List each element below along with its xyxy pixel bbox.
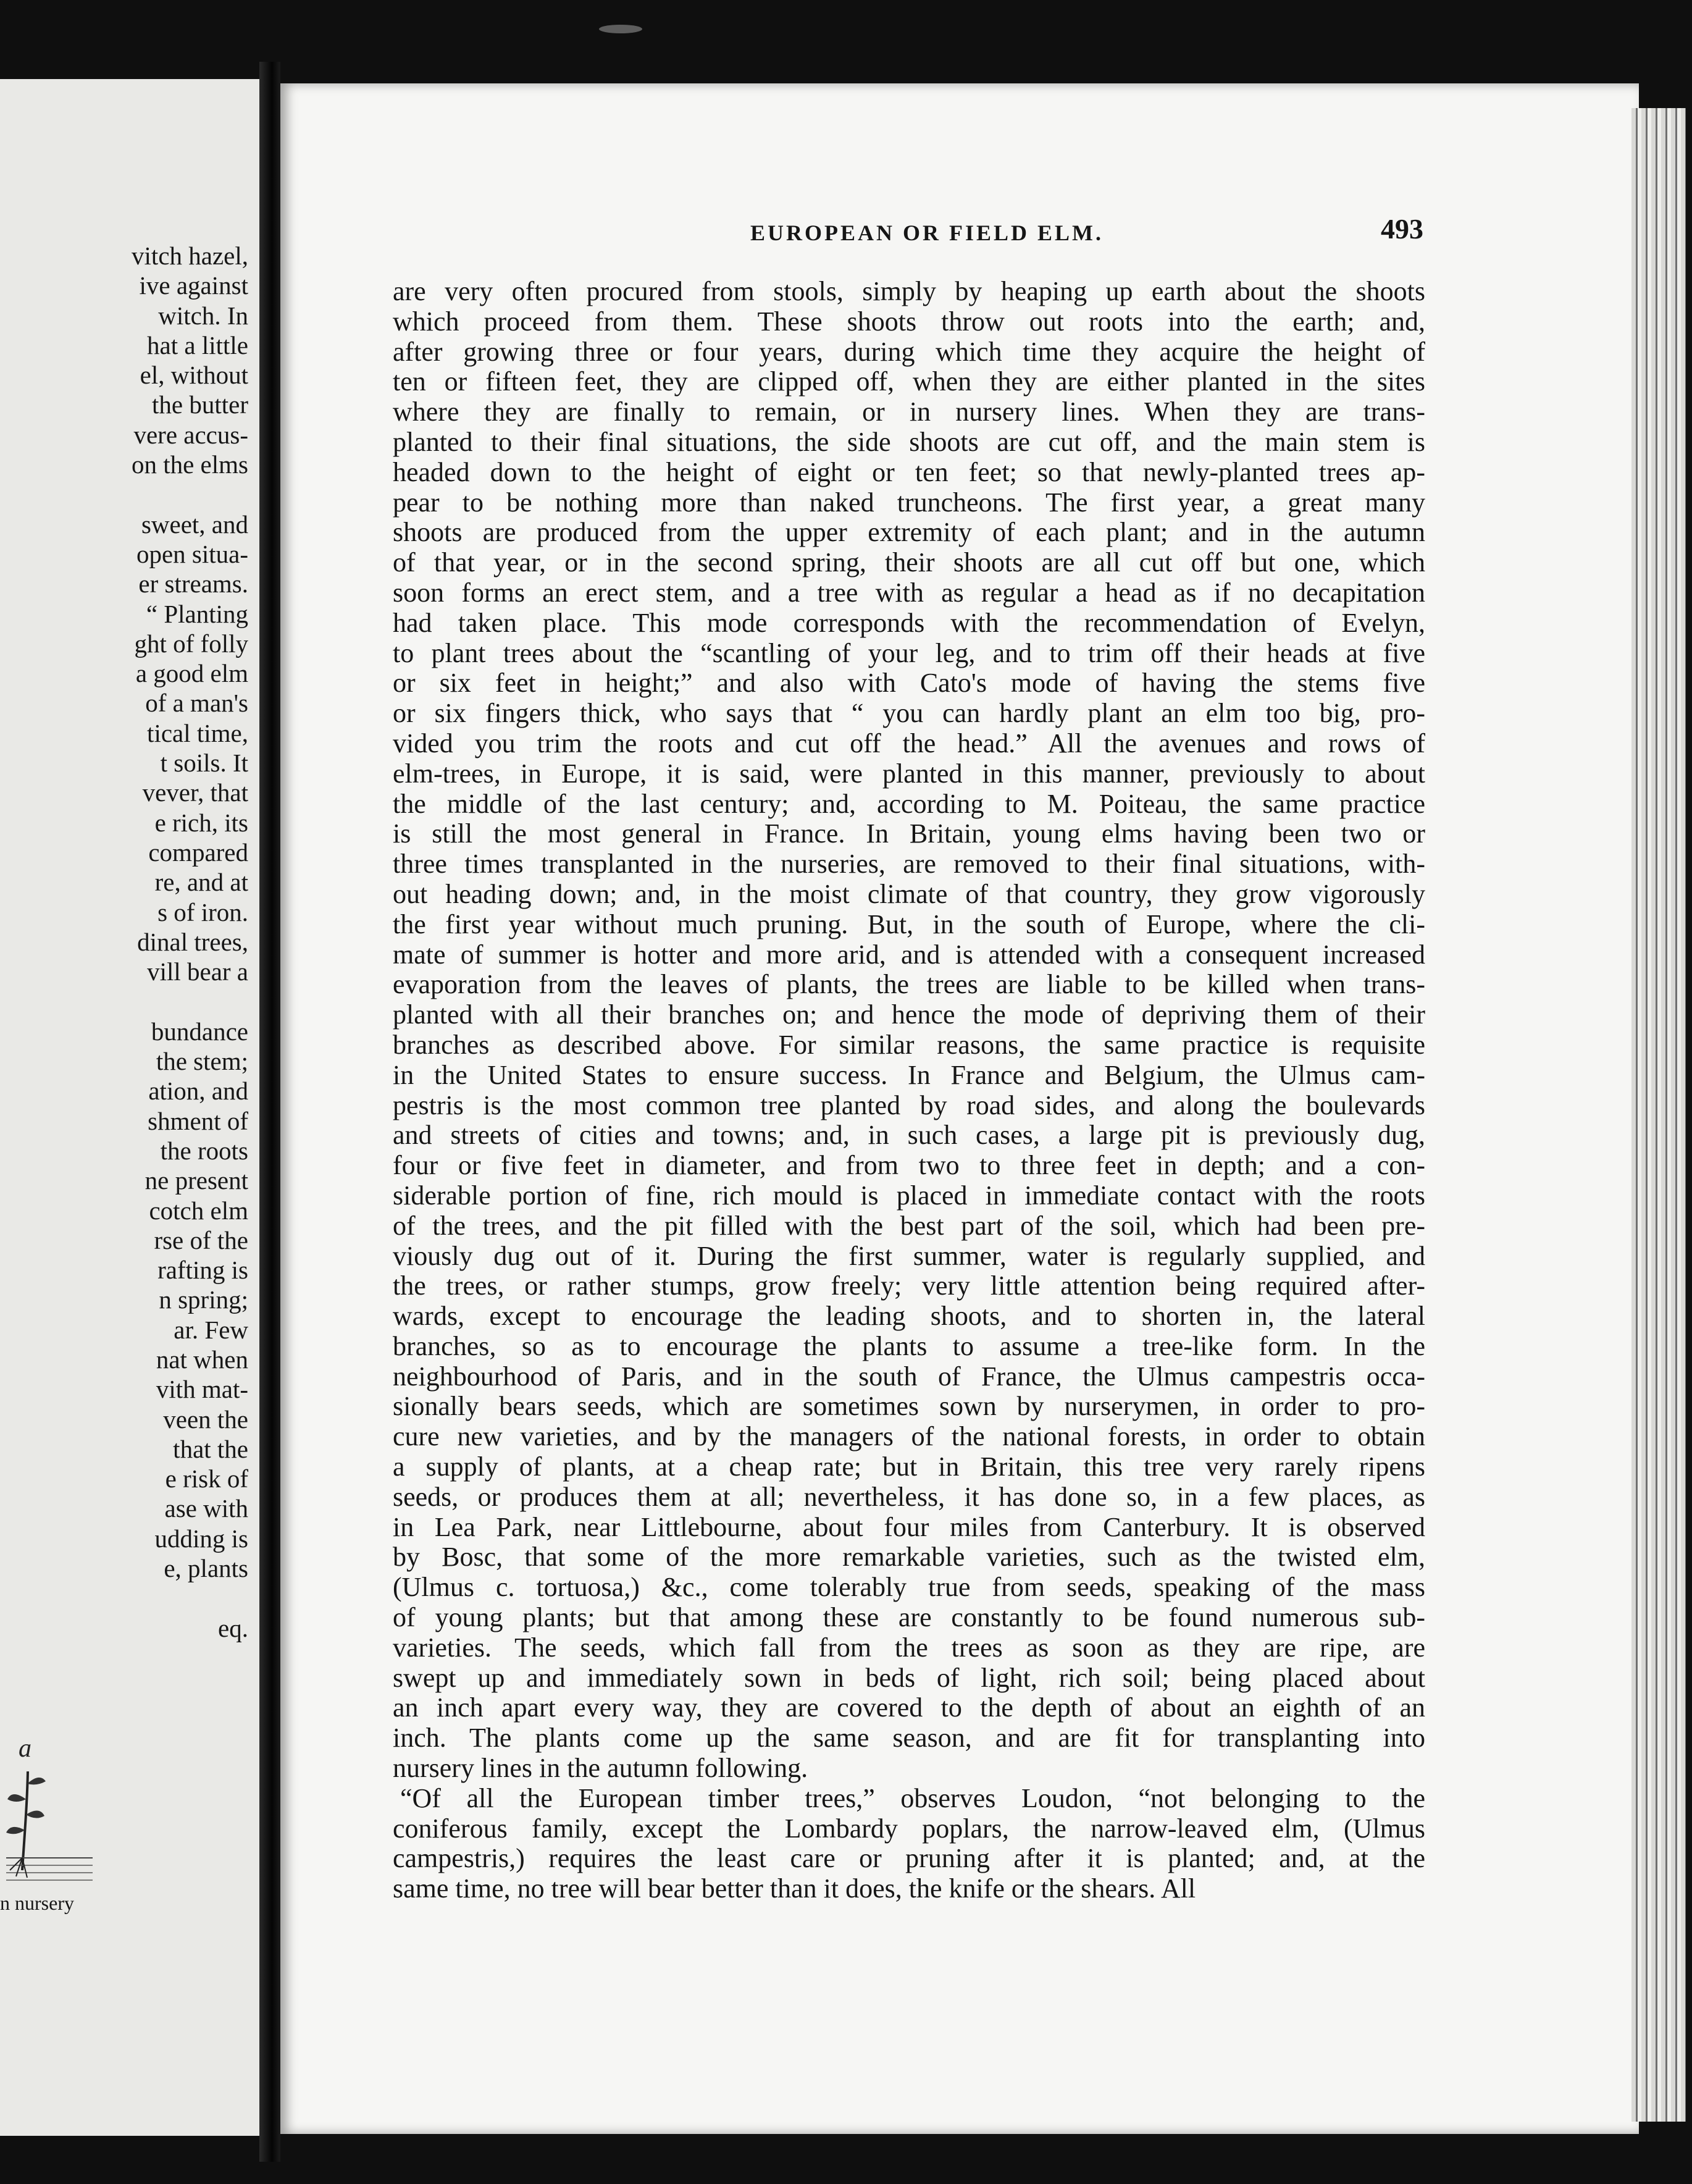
- left-text-line: vith mat-: [156, 1375, 248, 1404]
- left-text-line: bundance: [151, 1017, 248, 1046]
- text-line: planted to their final situations, the side shoots are cut off, and the main stem is: [393, 427, 1425, 457]
- left-text-line: ase with: [164, 1494, 248, 1523]
- text-line: or six fingers thick, who says that “ you can hardly plant an elm too big, pro-: [393, 699, 1425, 729]
- text-line: planted with all their branches on; and hence the mode of depriving them of their: [393, 1000, 1425, 1030]
- text-line: pestris is the most common tree planted by road sides, and along the boulevards: [393, 1090, 1425, 1120]
- text-line: the first year without much pruning. But, in the south of Europe, where the cli-: [393, 909, 1425, 939]
- figure-letter: a: [19, 1734, 31, 1763]
- text-line: the trees, or rather stumps, grow freely; very little attention being required after-: [393, 1271, 1425, 1301]
- text-line: cure new varieties, and by the managers of the national forests, in order to obtain: [393, 1422, 1425, 1452]
- left-text-line: udding is: [154, 1524, 248, 1553]
- page-number: 493: [1381, 213, 1423, 245]
- left-text-line: vitch hazel,: [132, 242, 248, 270]
- text-line: coniferous family, except the Lombardy poplars, the narrow-leaved elm, (Ulmus: [393, 1813, 1425, 1844]
- book-gutter: [259, 62, 280, 2162]
- text-line: is still the most general in France. In Britain, young elms having been two or: [393, 819, 1425, 849]
- left-text-line: s of iron.: [157, 897, 248, 926]
- left-text-line: cotch elm: [149, 1196, 248, 1225]
- left-page: [0, 79, 263, 2136]
- text-line: of that year, or in the second spring, their shoots are all cut off but one, which: [393, 548, 1425, 578]
- left-text-line: re, and at: [154, 868, 248, 897]
- text-line: swept up and immediately sown in beds of light, rich soil; being placed about: [393, 1663, 1425, 1693]
- left-text-line: a good elm: [135, 659, 248, 688]
- left-text-line: ar. Few: [174, 1315, 248, 1344]
- text-line: branches as described above. For similar reasons, the same practice is requisite: [393, 1030, 1425, 1060]
- left-text-line: ne present: [144, 1166, 248, 1195]
- text-line: (Ulmus c. tortuosa,) &c., come tolerably true from seeds, speaking of the mass: [393, 1573, 1425, 1603]
- left-text-line: er streams.: [138, 569, 248, 598]
- left-text-line: [0, 479, 248, 509]
- text-line: had taken place. This mode corresponds with the recommendation of Evelyn,: [393, 608, 1425, 638]
- figure-caption: n nursery: [0, 1892, 74, 1914]
- left-text-line: vill bear a: [147, 957, 248, 986]
- text-line: same time, no tree will bear better than it does, the knife or the shears. All: [393, 1874, 1196, 1904]
- left-text-line: ght of folly: [134, 629, 248, 658]
- left-text-line: hat a little: [147, 330, 248, 359]
- scan-smudge: [599, 25, 642, 33]
- left-text-line: rafting is: [157, 1256, 248, 1285]
- left-page-text: [0, 241, 248, 1643]
- text-line: of young plants; but that among these are constantly to be found numerous sub-: [393, 1603, 1425, 1633]
- text-line: vided you trim the roots and cut off the head.” All the avenues and rows of: [393, 728, 1425, 758]
- left-text-line: el, without: [140, 361, 248, 390]
- text-line: sionally bears seeds, which are sometimes sown by nurserymen, in order to pro-: [393, 1392, 1425, 1422]
- text-line: viously dug out of it. During the first summer, water is regularly supplied, and: [393, 1241, 1425, 1271]
- text-line: to plant trees about the “scantling of your leg, and to trim off their heads at five: [393, 638, 1425, 668]
- text-line: of the trees, and the pit filled with the best part of the soil, which had been pre-: [393, 1211, 1425, 1241]
- left-text-line: witch. In: [158, 301, 248, 330]
- page-edges: [1631, 108, 1686, 2122]
- text-line: after growing three or four years, during which time they acquire the height of: [393, 337, 1425, 367]
- text-line: three times transplanted in the nurseries, are removed to their final situations, with-: [393, 849, 1425, 880]
- text-line: where they are finally to remain, or in nursery lines. When they are trans-: [393, 397, 1425, 427]
- left-text-line: sweet, and: [141, 510, 248, 539]
- text-line: shoots are produced from the upper extremity of each plant; and in the autumn: [393, 518, 1425, 548]
- left-text-line: e rich, its: [154, 808, 248, 837]
- text-line: by Bosc, that some of the more remarkable varieties, such as the twisted elm,: [393, 1542, 1425, 1573]
- text-line: soon forms an erect stem, and a tree with as regular a head as if no decapitation: [393, 578, 1425, 608]
- text-line: “Of all the European timber trees,” observes Loudon, “not belonging to the: [400, 1783, 1425, 1813]
- left-text-line: the butter: [152, 390, 248, 419]
- text-line: pear to be nothing more than naked truncheons. The first year, a great many: [393, 487, 1425, 518]
- text-line: are very often procured from stools, simply by heaping up earth about the shoots: [393, 277, 1425, 306]
- seedling-figure: [0, 1734, 99, 1901]
- text-line: inch. The plants come up the same season, and are fit for transplanting into: [393, 1723, 1425, 1754]
- text-line: wards, except to encourage the leading shoots, and to shorten in, the lateral: [393, 1301, 1425, 1332]
- left-text-line: ive against: [139, 271, 248, 300]
- left-text-line: e, plants: [164, 1554, 248, 1583]
- left-text-line: shment of: [148, 1106, 248, 1135]
- text-line: which proceed from them. These shoots throw out roots into the earth; and,: [393, 306, 1425, 337]
- text-line: neighbourhood of Paris, and in the south of France, the Ulmus campestris occa-: [393, 1361, 1425, 1392]
- text-line: headed down to the height of eight or ten feet; so that newly-planted trees ap-: [393, 457, 1425, 487]
- left-text-line: [0, 986, 248, 1016]
- text-line: the middle of the last century; and, according to M. Poiteau, the same practice: [393, 789, 1425, 819]
- text-line: mate of summer is hotter and more arid, and is attended with a consequent increased: [393, 939, 1425, 970]
- left-text-line: [0, 1583, 248, 1613]
- left-text-line: of a man's: [145, 689, 248, 718]
- left-text-line: tical time,: [147, 718, 248, 747]
- left-text-line: open situa-: [136, 539, 248, 568]
- left-text-line: “ Planting: [146, 599, 248, 628]
- body-text: [393, 277, 1425, 1904]
- left-text-line: eq.: [218, 1613, 248, 1642]
- left-text-line: on the elms: [131, 450, 248, 479]
- text-line: campestris,) requires the least care or pruning after it is planted; and, at the: [393, 1844, 1425, 1874]
- text-line: elm-trees, in Europe, it is said, were planted in this manner, previously to about: [393, 758, 1425, 789]
- left-text-line: e risk of: [165, 1464, 248, 1493]
- text-line: an inch apart every way, they are covered to the depth of about an eighth of an: [393, 1693, 1425, 1723]
- text-line: four or five feet in diameter, and from two to three feet in depth; and a con-: [393, 1151, 1425, 1181]
- left-text-line: veen the: [163, 1405, 248, 1434]
- left-text-line: t soils. It: [160, 749, 248, 778]
- left-text-line: that the: [173, 1434, 248, 1463]
- running-head: EUROPEAN OR FIELD ELM.: [750, 220, 1104, 245]
- text-line: varieties. The seeds, which fall from the trees as soon as they are ripe, are: [393, 1632, 1425, 1663]
- text-line: siderable portion of fine, rich mould is placed in immediate contact with the roots: [393, 1180, 1425, 1211]
- left-text-line: vere accus-: [133, 420, 248, 449]
- text-line: in Lea Park, near Littlebourne, about four miles from Canterbury. It is observed: [393, 1512, 1425, 1542]
- left-text-line: rse of the: [154, 1225, 248, 1254]
- left-text-line: dinal trees,: [137, 927, 248, 956]
- text-line: and streets of cities and towns; and, in such cases, a large pit is previously dug,: [393, 1120, 1425, 1151]
- text-line: in the United States to ensure success. In France and Belgium, the Ulmus cam-: [393, 1060, 1425, 1090]
- text-line: branches, so as to encourage the plants to assume a tree-like form. In the: [393, 1331, 1425, 1361]
- left-text-line: nat when: [156, 1345, 248, 1374]
- text-line: out heading down; and, in the moist climate of that country, they grow vigorously: [393, 879, 1425, 909]
- left-text-line: compared: [148, 838, 248, 867]
- text-line: a supply of plants, at a cheap rate; but in Britain, this tree very rarely ripens: [393, 1452, 1425, 1482]
- left-text-line: the roots: [160, 1136, 248, 1165]
- left-text-line: ation, and: [148, 1077, 248, 1106]
- text-line: nursery lines in the autumn following.: [393, 1754, 808, 1784]
- text-line: or six feet in height;” and also with Cato's mode of having the stems five: [393, 668, 1425, 699]
- text-line: evaporation from the leaves of plants, the trees are liable to be killed when trans-: [393, 970, 1425, 1000]
- text-line: seeds, or produces them at all; nevertheless, it has done so, in a few places, as: [393, 1482, 1425, 1512]
- left-text-line: vever, that: [142, 778, 248, 807]
- left-text-line: n spring;: [159, 1285, 248, 1314]
- left-text-line: the stem;: [156, 1047, 248, 1076]
- text-line: ten or fifteen feet, they are clipped off, when they are either planted in the sites: [393, 367, 1425, 397]
